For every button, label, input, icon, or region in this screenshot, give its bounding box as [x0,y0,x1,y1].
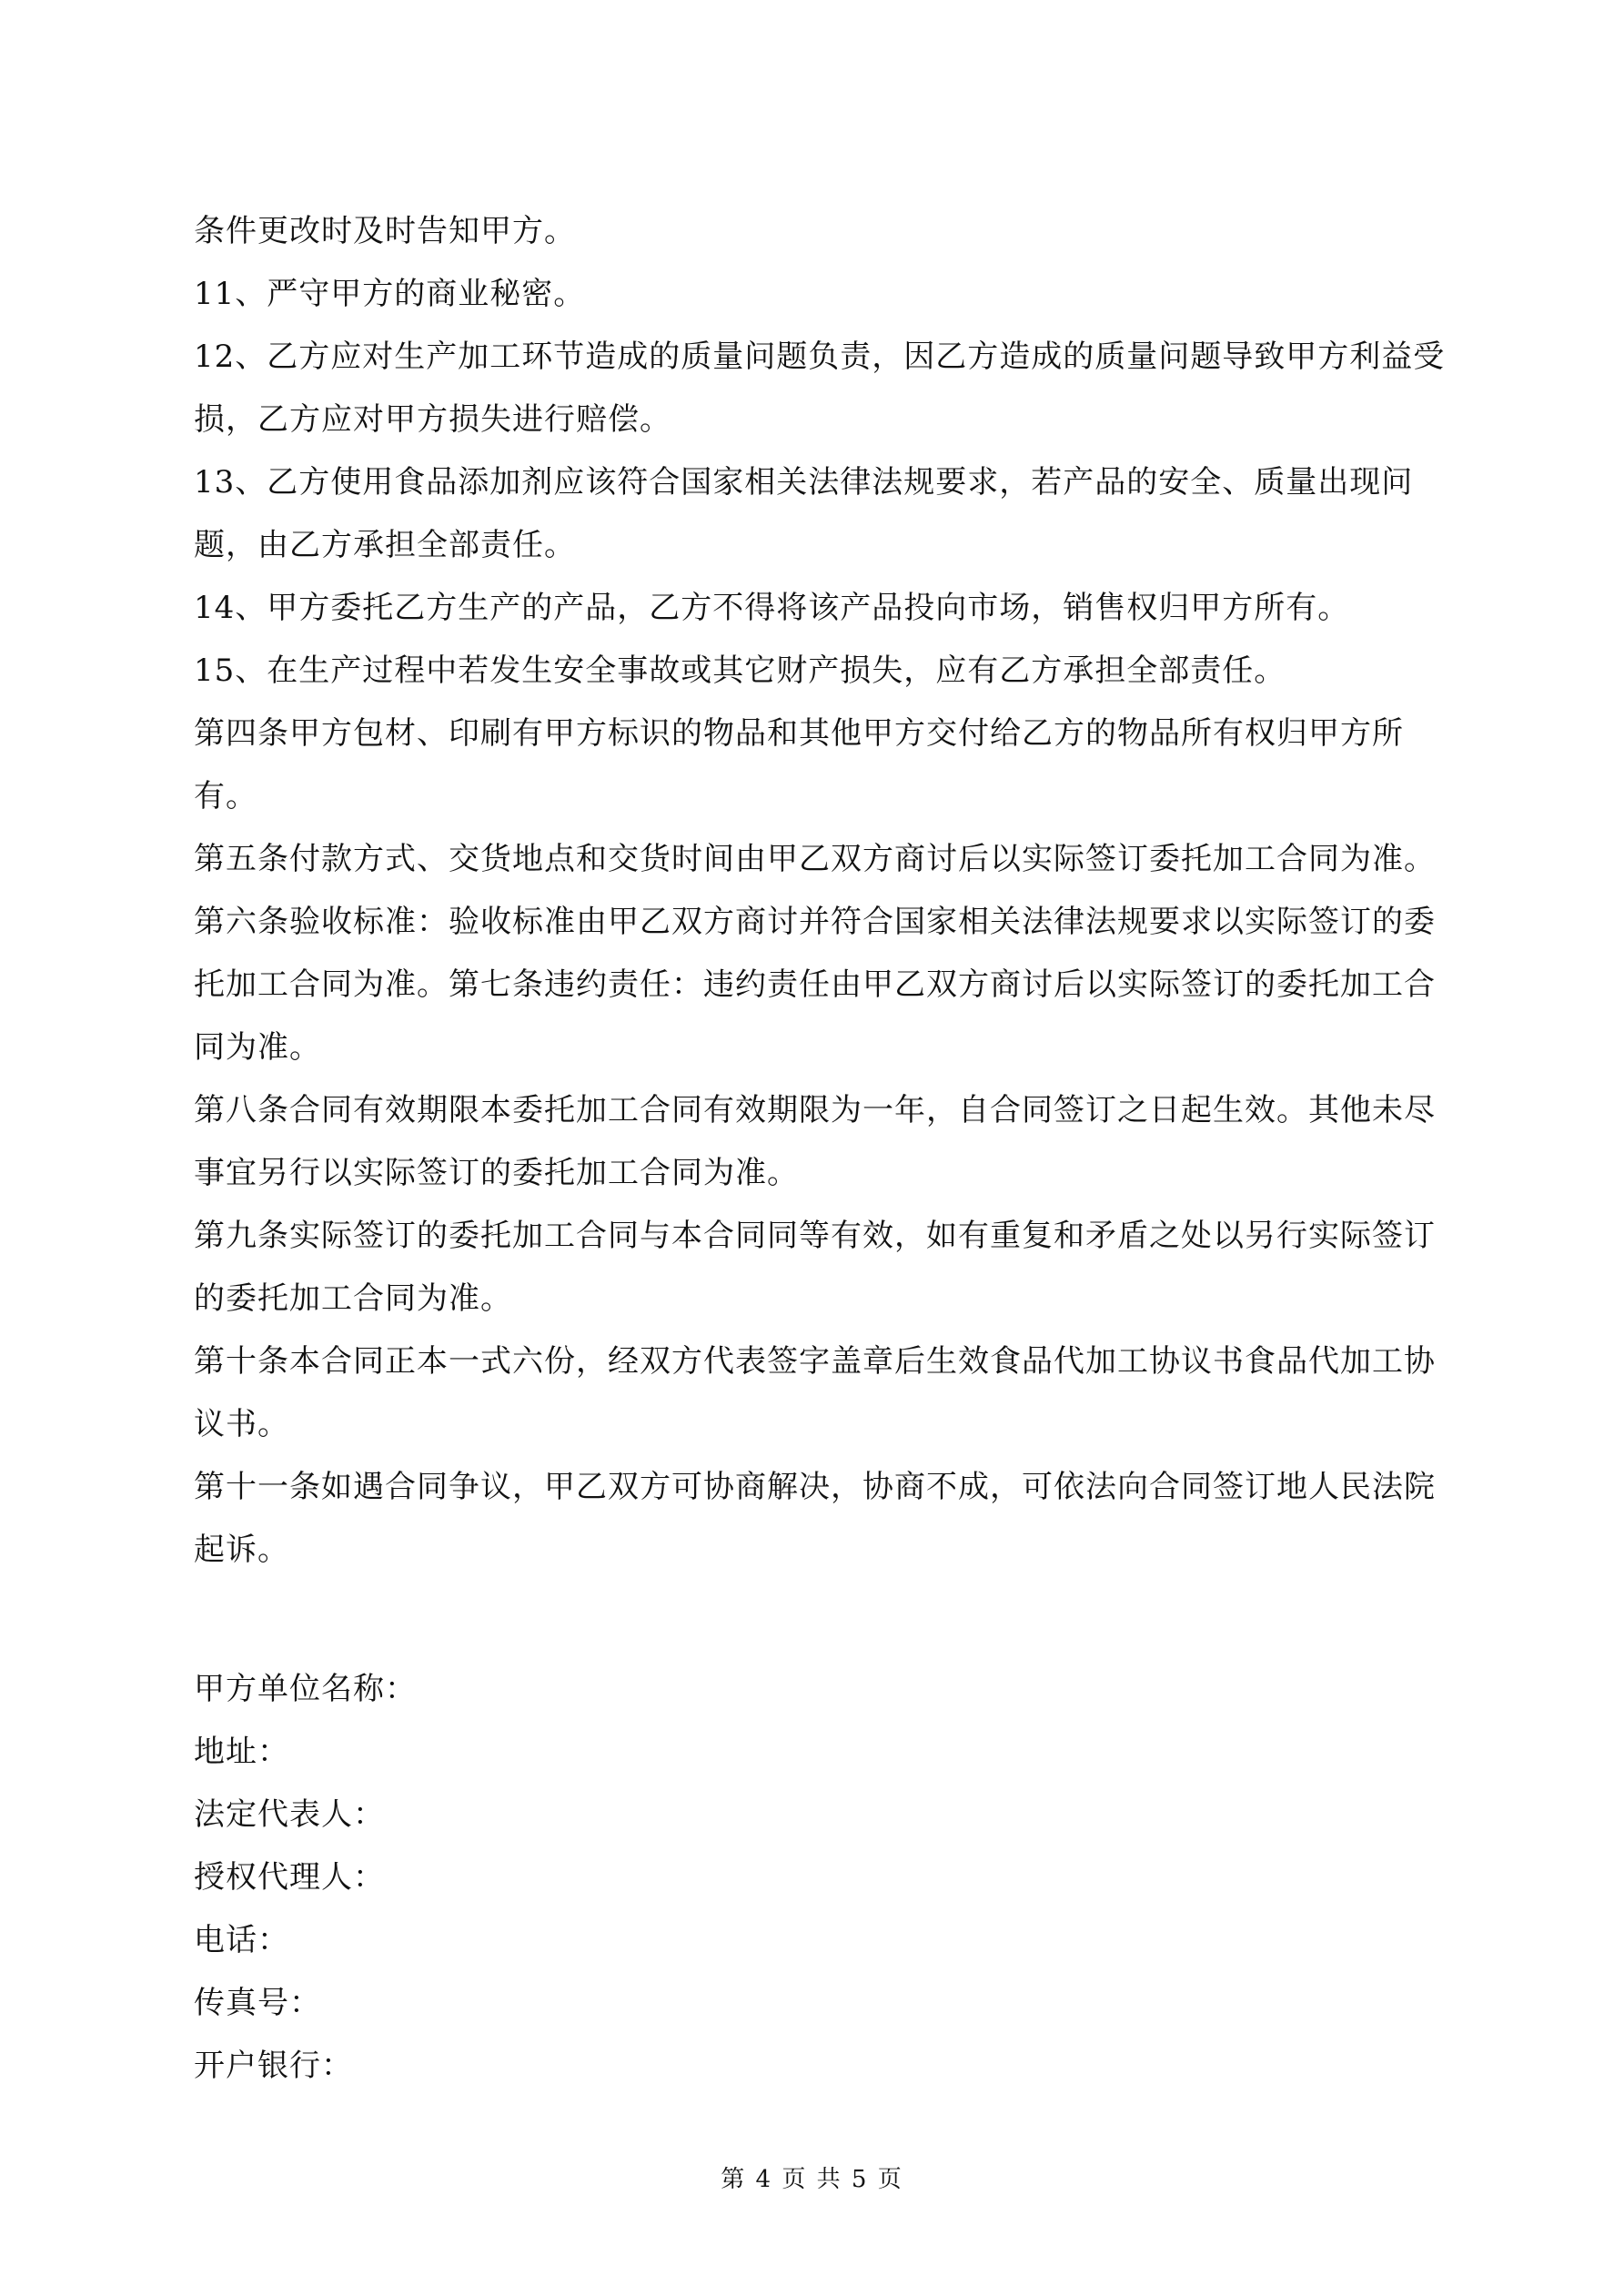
article-11: 第十一条如遇合同争议，甲乙双方可协商解决，协商不成，可依法向合同签订地人民法院起诉。 [194,1469,1436,1568]
article-6-7: 第六条验收标准：验收标准由甲乙双方商讨并符合国家相关法律法规要求以实际签订的委托加工合同为准。第七条违约责任：违约责任由甲乙双方商讨后以实际签订的委托加工合同为准。 [194,904,1436,1066]
article-5: 第五条付款方式、交货地点和交货时间由甲乙双方商讨后以实际签订委托加工合同为准。 [194,841,1436,877]
authorized-agent-field: 授权代理人： [194,1859,385,1896]
clause-13: 13、乙方使用食品添加剂应该符合国家相关法律法规要求，若产品的安全、质量出现问题，由乙方承担全部责任。 [194,464,1414,563]
party-a-name-field: 甲方单位名称： [194,1671,417,1707]
article-10: 第十条本合同正本一式六份，经双方代表签字盖章后生效食品代加工协议书食品代加工协议书。 [194,1343,1436,1442]
clause-12: 12、乙方应对生产加工环节造成的质量问题负责，因乙方造成的质量问题导致甲方利益受损，乙方应对甲方损失进行赔偿。 [194,339,1446,438]
page-number-footer: 第 4 页 共 5 页 [721,2166,903,2193]
fax-field: 传真号： [194,1985,321,2021]
article-4: 第四条甲方包材、印刷有甲方标识的物品和其他甲方交付给乙方的物品所有权归甲方所有。 [194,715,1404,814]
article-8: 第八条合同有效期限本委托加工合同有效期限为一年，自合同签订之日起生效。其他未尽事宜另行以实际签订的委托加工合同为准。 [194,1092,1436,1191]
signature-block [194,1658,1449,2098]
document-body [194,200,1449,2098]
legal-representative-field: 法定代表人： [194,1796,385,1833]
address-field: 地址： [194,1734,289,1770]
bank-field: 开户银行： [194,2048,353,2084]
clause-14: 14、甲方委托乙方生产的产品，乙方不得将该产品投向市场，销售权归甲方所有。 [194,590,1350,626]
section-spacer [194,1582,1449,1658]
clause-15: 15、在生产过程中若发生安全事故或其它财产损失，应有乙方承担全部责任。 [194,652,1286,689]
clause-11: 11、严守甲方的商业秘密。 [194,276,586,312]
paragraph-continuation: 条件更改时及时告知甲方。 [194,213,576,249]
phone-field: 电话： [194,1922,289,1958]
article-9: 第九条实际签订的委托加工合同与本合同同等有效，如有重复和矛盾之处以另行实际签订的委托加工合同为准。 [194,1218,1436,1317]
